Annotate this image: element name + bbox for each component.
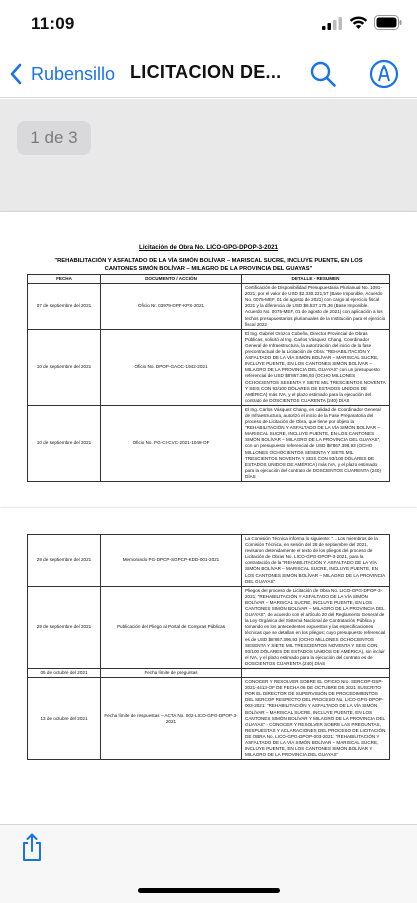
back-chevron-icon — [8, 62, 24, 86]
document-heading: Licitación de Obra No. LICO-GPG-DPOP-3-2021 — [139, 244, 278, 251]
cell-fecha: 07 de septiembre del 2021 — [28, 284, 101, 330]
cell-documento: Fecha límite de preguntas — [101, 668, 242, 677]
cell-fecha: 10 de septiembre del 2021 — [28, 329, 101, 405]
table-row — [28, 535, 390, 587]
cell-fecha: 05 de octubre del 2021 — [28, 668, 101, 677]
document-table — [27, 274, 390, 482]
cell-detalle: CONOCER Y RESOLVER SOBRE EL OFICIO Nro. SERCOP-DSP-2021-4413-OF DE FECHA 06 DE OCTUBRE DE 2021 SUSCRITO POR EL DIRECTOR DE SUPERVISIÓN DE PROCEDIMIENTOS DEL SERCOP RESPECTO DEL PROCESO No. LICO-GPG-DPOP-003-2021: "REHABILITACIÓN Y ASFALTADO DE LA VÍA SIMÓN BOLÍVAR – MARISCAL SUCRE, INCLUYE PUENTE, EN LOS CANTONES SIMÓN BOLÍVAR Y MILAGRO DE LA PROVINCIA DEL GUAYAS" - CONOCER Y RESOLVER SOBRE LAS PREGUNTAS, RESPUESTAS Y ACLARACIONES DEL PROCESO DE LICITACIÓN DE OBRA No. LICO-GPG-DPOP-003-2021: "REHABILITACIÓN Y ASFALTADO DE LA VÍA SIMÓN BOLÍVAR – MARISCAL SUCRE, INCLUYE PUENTE, EN LOS CANTONES SIMÓN BOLÍVAR Y MILAGRO DE LA PROVINCIA DEL GUAYAS" — [242, 678, 390, 760]
cell-documento: Oficio Nr. 03979-DPF-KPS-2021 — [101, 284, 242, 330]
signal-icon — [322, 17, 342, 30]
table-row — [28, 668, 390, 677]
markup-pen-icon[interactable] — [369, 59, 399, 89]
navigation-bar — [0, 50, 417, 98]
cell-documento: Fecha límite de respuestas – ACTA No. 002-LICO-GPG-DPOP-3-2021 — [101, 678, 242, 760]
table-row — [28, 678, 390, 760]
home-indicator[interactable] — [138, 888, 280, 893]
cell-detalle — [242, 668, 390, 677]
cell-documento: Publicación del Pliego al Portal de Compras Públicas — [101, 586, 242, 668]
page-indicator: 1 de 3 — [17, 121, 91, 155]
cell-documento: Memorando PG-DPCP-SGPCP-KDD-001-2021 — [101, 535, 242, 587]
table-row — [28, 329, 390, 405]
cell-fecha: 29 de septiembre del 2021 — [28, 586, 101, 668]
wifi-icon — [349, 15, 368, 30]
search-icon[interactable] — [309, 60, 337, 88]
pdf-viewer[interactable] — [0, 99, 417, 824]
share-icon[interactable] — [20, 832, 44, 862]
cell-fecha: 29 de septiembre del 2021 — [28, 535, 101, 587]
status-time: 11:09 — [31, 14, 75, 33]
status-bar — [0, 0, 417, 50]
document-table — [27, 534, 390, 760]
back-button[interactable] — [8, 60, 115, 88]
cell-detalle: Pliegos del proceso de Licitación de Obra No. LICO-GPG-DPOP-3-2021: "REHABILITACIÓN Y ASFALTADO DE LA VÍA SIMÓN BOLÍVAR – MARISCAL SUCRE, INCLUYE PUENTE, EN LOS CANTONES SIMÓN BOLÍVAR – MILAGRO DE LA PROVINCIA DEL GUAYAS", de acuerdo con el artículo 20 del Reglamento General de la Ley Orgánica del Sistema Nacional de Contratación Pública y tomando en los antecedentes expuestos y las especificaciones técnicas que se detallan en los pliegos; cuyo presupuesto referencial es de USD $8'867.396,93 (OCHO MILLONES OCHOCIENTOS SESENTA Y SIETE MIL TRESCIENTOS NOVENTA Y SEIS CON 93/100 DÓLARES DE ESTADOS UNIDOS DE AMÉRICA), sin incluir el IVA, y el plazo estimado para la ejecución del contrato es de DOSCIENTOS CUARENTA (240) DÍAS — [242, 586, 390, 668]
cell-detalle: El Ing. Carlos Vásquez Chang, en calidad de Coordinador General de Infraestructura, autorizó el inicio de la Fase Preparatoria del proceso de Licitación de Obra, que tiene por objeto la "REHABILITACIÓN Y ASFALTADO DE LA VÍA SIMÓN BOLÍVAR – MARISCAL SUCRE, INCLUYE PUENTE, EN LOS CANTONES SIMÓN BOLÍVAR – MILAGRO DE LA PROVINCIA DEL GUAYAS", con un presupuesto referencial de USD $8'867.396,93 (OCHO MILLONES OCHOCIENTOS SESENTA Y SIETE MIL TRESCIENTOS NOVENTA Y SEIS CON 93/100 DÓLARES DE ESTADOS UNIDOS DE AMÉRICA) más IVA, y el plazo estimado para la ejecución del contrato de DOSCIENTOS CUARENTA (240) DÍAS — [242, 405, 390, 481]
table-header-row — [28, 275, 390, 284]
table-row — [28, 284, 390, 330]
cell-detalle: La Comisión Técnica informa lo siguiente: "…Los miembros de la Comisión Técnica, en sesión del 28 de septiembre del 2021, revisaron detenidamente el texto de los pliegos del proceso de Licitación de Obras No. LICO-GPG-DPOP-3-2021, para la contratación de la "REHABILITACIÓN Y ASFALTADO DE LA VÍA SIMÓN BOLÍVAR – MARISCAL SUCRE, INCLUYE PUENTE, EN LOS CANTONES SIMÓN BOLÍVAR – MILAGRO DE LA PROVINCIA DEL GUAYAS" — [242, 535, 390, 587]
battery-icon — [374, 15, 402, 30]
cell-fecha: 10 de septiembre del 2021 — [28, 405, 101, 481]
document-subheading: "REHABILITACIÓN Y ASFALTADO DE LA VÍA SIMÓN BOLÍVAR – MARISCAL SUCRE, INCLUYE PUENTE, EN LOS CANTONES SIMÓN BOLÍVAR – MILAGRO DE LA PROVINCIA DEL GUAYAS" — [54, 258, 363, 272]
cell-documento: Oficio No. PG-CI-CVC-2021-1048-OF — [101, 405, 242, 481]
pdf-page-2 — [0, 508, 417, 824]
document-title: LICITACION DE... — [130, 62, 282, 82]
cell-fecha: 13 de octubre del 2021 — [28, 678, 101, 760]
table-row — [28, 586, 390, 668]
column-header: DOCUMENTO / ACCIÓN — [101, 275, 242, 284]
column-header: FECHA — [28, 275, 101, 284]
cell-detalle: Certificación de Disponibilidad Presupuestaria Plurianual No. 1091-2021; por el valor de USD $2.330.221,57 (Base Imponible, Acuerdo No. 0075-MEF, 01 de agosto de 2021) con cargo al ejercicio fiscal 2021 y la diferencia de USD $6.537.175,36 (Base Imponible, Acuerdo No. 0075-MEF, 01 de agosto de 2021) con aplicación a los techos presupuestarios plurianuales de la Institución para el ejercicio fiscal 2022 — [242, 284, 390, 330]
cell-documento: Oficio No. DPOP-GAOC-1942-2021 — [101, 329, 242, 405]
back-label: Rubensillo — [31, 63, 116, 84]
cell-detalle: El Ing. Gabriel Orozco Cobeña, Director Provincial de Obras Públicas, solicitó al Ing. Carlos Vásquez Chang, Coordinador General de Infraestructura, la autorización del inicio de la fase precontractual de la Licitación de Obra: "REHABILITACIÓN Y ASFALTADO DE LA VÍA SIMÓN BOLÍVAR – MARISCAL SUCRE, INCLUYE PUENTE, EN LOS CANTONES SIMÓN BOLÍVAR – MILAGRO DE LA PROVINCIA DEL GUAYAS" con un presupuesto referencial de USD $8'867.396,93 (OCHO MILLONES OCHOCIENTOS SESENTA Y SIETE MIL TRESCIENTOS NOVENTA Y SEIS CON 93/100 DÓLARES DE ESTADOS UNIDOS DE AMÉRICA) más IVA, y el plazo estimado para la ejecución del contrato de DOSCIENTOS CUARENTA (240) DÍAS — [242, 329, 390, 405]
table-row — [28, 405, 390, 481]
column-header: DETALLE - RESUMEN — [242, 275, 390, 284]
